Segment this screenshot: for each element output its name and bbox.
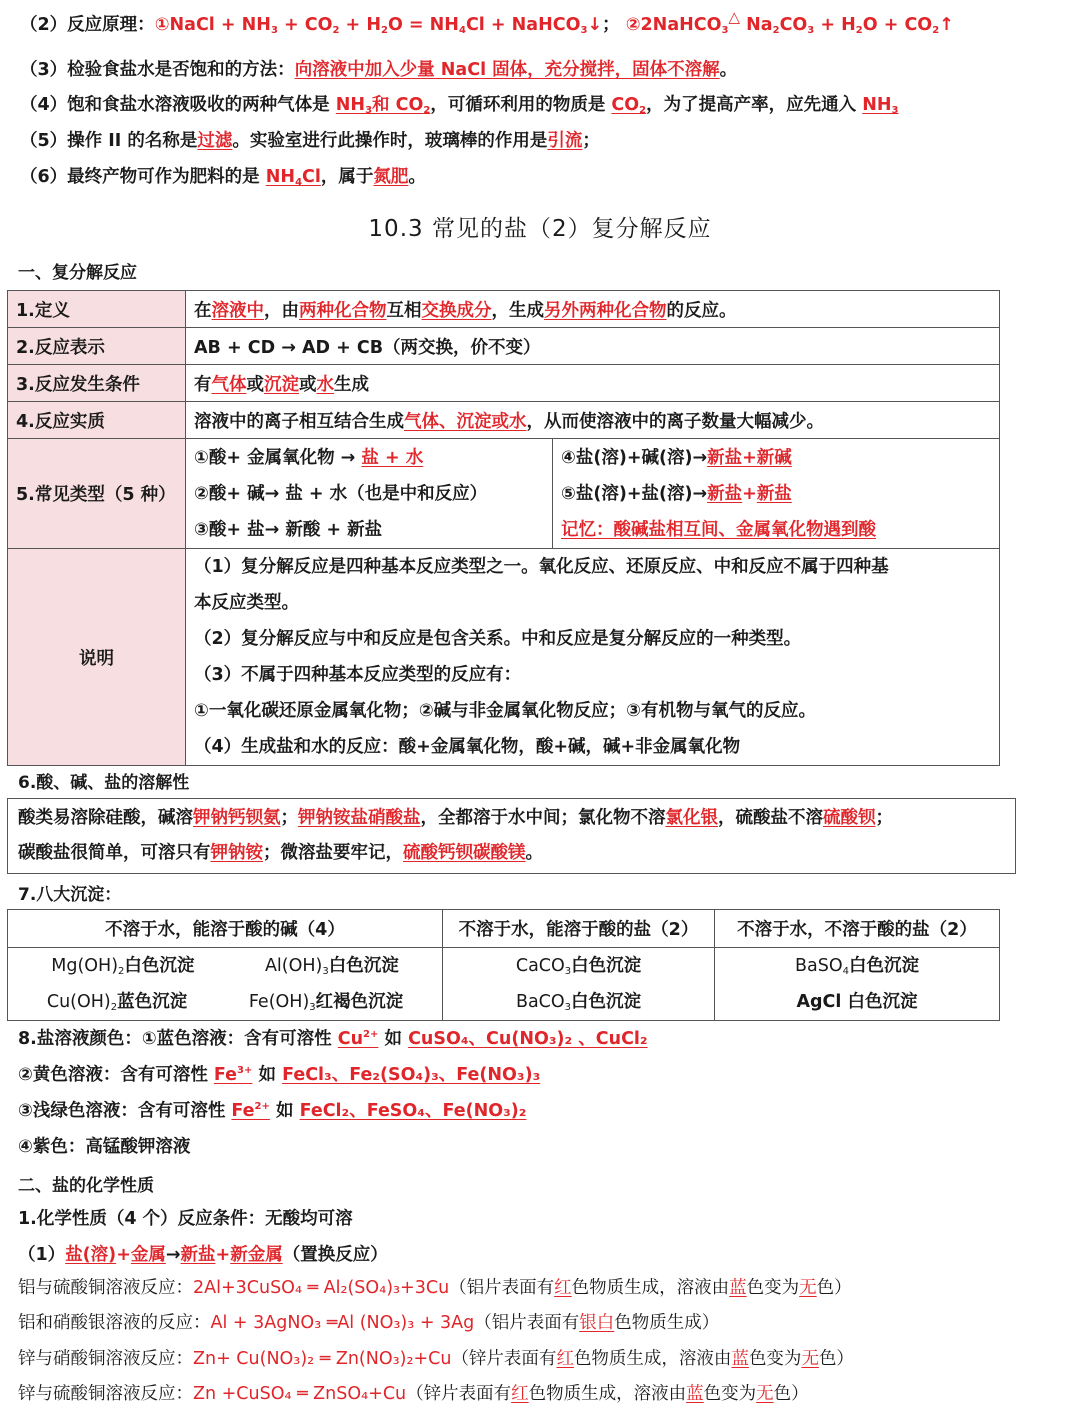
answer-first: $NH_3$	[862, 95, 899, 116]
table-row: 4.反应实质 溶液中的离子相互结合生成气体、沉淀或水，从而使溶液中的离子数量大幅减少。	[8, 402, 1000, 439]
color-line-3: ③浅绿色溶液：含有可溶性 $Fe^{2+}$ 如 FeCl₂、FeSO₄、Fe(NO₃)₂	[18, 1101, 527, 1121]
fertilizer-line: （6）最终产物可作为肥料的是 $NH_4Cl$，属于氮肥。	[20, 167, 426, 188]
color-line-1: 8.盐溶液颜色：①蓝色溶液：含有可溶性 $Cu^{2+}$ 如 CuSO₄、Cu(NO₃)₂ 、CuCl₂	[18, 1029, 648, 1049]
section-heading-2: 二、盐的化学性质	[18, 1176, 154, 1196]
table-row: 3.反应发生条件 有气体或沉淀或水生成	[8, 365, 1000, 402]
precipitate-table	[7, 909, 1000, 1021]
example-zn-cuso4: 锌与硫酸铜溶液反应：Zn +CuSO₄ ═ ZnSO₄+Cu（锌片表面有红色物质生成，溶液由蓝色变为无色）	[18, 1384, 809, 1404]
operation-line: （5）操作 II 的名称是过滤。实验室进行此操作时，玻璃棒的作用是引流；	[20, 131, 600, 151]
section-heading-1: 一、复分解反应	[18, 263, 137, 283]
solubility-box: 酸类易溶除硅酸，碱溶钾钠钙钡氨；钾钠铵盐硝酸盐，全都溶于水中间；氯化物不溶氯化银，硫酸盐不溶硫酸钡； 碳酸盐很简单，可溶只有钾钠铵；微溶盐要牢记，硫酸钙钡碳酸镁。	[7, 798, 1016, 874]
reaction-principle-line: （2）反应原理：①NaCl + $NH_3 + CO_2 + H_2O = NH_4Cl$ + NaHCO$_3$↓； ②2NaHCO$_3$△ $Na_2CO_3 + H_2O$ + $CO_2↑$	[20, 8, 954, 36]
table-row: 2.反应表示 AB + CD → AD + CB（两交换，价不变）	[8, 328, 1000, 365]
gases-line: （4）饱和食盐水溶液吸收的两种气体是 $NH_3$和 $CO_2$，可循环利用的物质是 $CO_2$，为了提高产率，应先通入 $NH_3$	[20, 95, 899, 116]
example-zn-cuno3: 锌与硝酸铜溶液反应：Zn+ Cu(NO₃)₂ ═ Zn(NO₃)₂+Cu（锌片表面有红色物质生成，溶液由蓝色变为无色）	[18, 1349, 854, 1369]
table-row: 不溶于水，能溶于酸的碱（4） 不溶于水，能溶于酸的盐（2） 不溶于水，不溶于酸的盐（2）	[8, 910, 1000, 948]
equation-1: ①NaCl + $NH_3 + CO_2 + H_2O = NH_4Cl$ + NaHCO$_3$↓	[154, 15, 603, 36]
table-row: 1.定义 在溶液中，由两种化合物互相交换成分，生成另外两种化合物的反应。	[8, 291, 1000, 328]
answer: 向溶液中加入少量 NaCl 固体，充分搅拌，固体不溶解	[294, 60, 720, 80]
equation-2: ②2NaHCO$_3$△ $Na_2CO_3 + H_2O$ + $CO_2↑$	[625, 8, 954, 36]
displacement-line: （1）盐(溶)+金属→新盐+新金属（置换反应）	[18, 1245, 388, 1265]
page-title: 10.3 常见的盐（2）复分解反应	[368, 216, 712, 242]
solubility-heading: 6.酸、碱、盐的溶解性	[18, 773, 190, 793]
table-row: $Mg(OH)_2$白色沉淀 $Al(OH)_3$白色沉淀 $Cu(OH)_2$蓝色沉淀 $Fe(OH)_3$红褐色沉淀 CaCO$_3$白色沉淀 BaCO$_3$白色沉淀 BaSO$_4$白色沉淀 AgCl 白色沉淀	[8, 948, 1000, 1021]
chem-prop-heading: 1.化学性质（4 个）反应条件：无酸均可溶	[18, 1209, 353, 1229]
saturation-test-line: （3）检验食盐水是否饱和的方法：向溶液中加入少量 NaCl 固体，充分搅拌，固体不溶解。	[20, 60, 738, 80]
double-decomposition-table	[7, 290, 1000, 766]
color-line-2: ②黄色溶液：含有可溶性 $Fe^{3+}$ 如 FeCl₃、Fe₂(SO₄)₃、Fe(NO₃)₃	[18, 1065, 541, 1085]
example-al-cuso4: 铝与硫酸铜溶液反应：2Al+3CuSO₄ ═ Al₂(SO₄)₃+3Cu（铝片表面有红色物质生成，溶液由蓝色变为无色）	[18, 1278, 852, 1298]
table-row: 5.常见类型（5 种） ①酸+ 金属氧化物 → 盐 + 水 ②酸+ 碱→ 盐 + 水（也是中和反应） ③酸+ 盐→ 新酸 + 新盐 ④盐(溶)+碱(溶)→新盐+新碱 ⑤盐(溶)+盐(溶)→新盐+新盐 记忆：酸碱盐相互间、金属氧化物遇到酸	[8, 439, 1000, 549]
answer-recycle: $CO_2$	[611, 95, 647, 116]
precipitate-heading: 7.八大沉淀：	[18, 885, 122, 905]
example-al-agno3: 铝和硝酸银溶液的反应：Al + 3AgNO₃ ═Al (NO₃)₃ + 3Ag（铝片表面有银白色物质生成）	[18, 1313, 720, 1333]
label: （2）反应原理：	[20, 15, 155, 35]
answer-gases: $NH_3$和 $CO_2$	[335, 95, 431, 116]
color-line-4: ④紫色：高锰酸钾溶液	[18, 1137, 191, 1157]
table-row: 说明 （1）复分解反应是四种基本反应类型之一。氧化反应、还原反应、中和反应不属于四种基 本反应类型。 （2）复分解反应与中和反应是包含关系。中和反应是复分解反应的一种类型。 （3）不属于四种基本反应类型的反应有： ①一氧化碳还原金属氧化物；②碱与非金属氧化物反应；③有机物与氧气的反应。 （4）生成盐和水的反应：酸+金属氧化物，酸+碱，碱+非金属氧化物	[8, 549, 1000, 766]
